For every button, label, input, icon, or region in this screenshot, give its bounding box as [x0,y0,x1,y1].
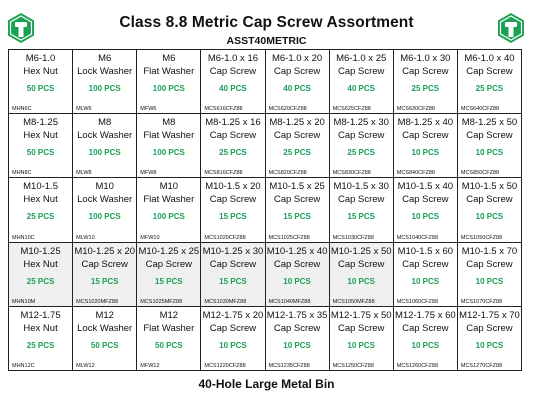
bin-type: Cap Screw [273,322,321,334]
bin-cell [73,114,137,178]
bin-quantity: 10 PCS [475,212,504,222]
bin-part-number: MHN10M [12,298,36,305]
bin-cell [9,178,73,242]
bin-cell [73,50,137,114]
bin-type: Cap Screw [402,66,449,77]
bin-cell [73,307,137,371]
bin-cell [137,243,201,307]
bin-size: M10 [159,181,179,193]
bin-part-number: MCS1020MFZ88 [76,298,119,305]
bin-size: M12 [159,309,179,321]
bin-type: Cap Screw [402,322,449,334]
bin-size: M10-1.5 x 30 [333,181,389,193]
bin-size: M8-1.25 x 16 [205,117,261,129]
bin-type: Hex Nut [23,258,58,270]
bin-part-number: MCS1020CFZ88 [204,234,246,241]
bin-type: Hex Nut [23,66,58,77]
bin-cell [330,243,394,307]
bin-size: M6 [162,53,176,64]
bin-cell [330,114,394,178]
bin-type: Lock Washer [77,130,133,142]
bin-size: M8-1.25 x 20 [269,117,325,129]
bin-type: Cap Screw [81,258,128,270]
bin-size: M10-1.5 x 20 [205,181,261,193]
bin-part-number: MCS1260CFZ88 [396,362,439,369]
bin-part-number: MCS1220CFZ88 [204,362,246,369]
bin-cell [9,50,73,114]
bin-type: Cap Screw [337,322,385,334]
bin-quantity: 15 PCS [90,276,119,286]
bin-type: Cap Screw [466,194,513,206]
bin-type: Cap Screw [402,258,449,270]
bin-cell [266,114,330,178]
bin-size: M12-1.75 x 35 [266,309,328,321]
bin-type: Cap Screw [273,258,321,270]
bin-type: Lock Washer [77,66,133,77]
bin-size: M12-1.75 x 70 [459,309,520,321]
bin-cell [266,178,330,242]
bin-size: M10-1.5 x 50 [461,181,518,193]
bin-size: M10-1.5 x 60 [397,245,454,257]
bin-part-number: MCS640CFZ88 [460,106,500,113]
bin-cell [266,307,330,371]
bin-part-number: MCS625CFZ88 [332,106,371,113]
bin-size: M6-1.0 x 40 [464,53,515,64]
bin-quantity: 10 PCS [475,148,504,158]
bin-part-number: MLW8 [76,170,92,177]
bin-part-number: MHN12C [12,362,35,369]
bin-quantity: 10 PCS [283,276,311,286]
bin-cell [394,50,458,114]
bin-part-number: MCS830CFZ88 [332,170,371,177]
bin-quantity: 50 PCS [26,148,55,158]
bin-type: Cap Screw [209,194,257,206]
bin-type: Cap Screw [402,130,449,142]
bin-cell [330,307,394,371]
bin-type: Cap Screw [209,322,257,334]
bin-part-number: MCS630CFZ88 [396,106,435,113]
bin-cell [9,307,73,371]
bin-cell [137,307,201,371]
bin-quantity: 50 PCS [26,84,55,93]
bin-quantity: 10 PCS [347,340,375,350]
bin-type: Flat Washer [143,194,195,206]
bin-quantity: 10 PCS [475,340,504,350]
bin-size: M10-1.25 [20,245,61,257]
bin-type: Cap Screw [337,258,385,270]
bin-type: Cap Screw [337,66,385,77]
bin-part-number: MCS1270CFZ88 [460,362,503,369]
bin-quantity: 100 PCS [88,212,121,222]
bin-part-number: MCS616CFZ88 [204,106,243,113]
bin-part-number: MCS1025MFZ88 [140,298,183,305]
bin-quantity: 50 PCS [155,340,183,350]
bin-size: M6-1.0 x 30 [400,53,451,64]
bin-part-number: MCS1060CFZ88 [396,298,439,305]
bin-cell [458,114,522,178]
page-subtitle: ASST40METRIC [226,35,307,47]
bin-cell [330,178,394,242]
bin-type: Cap Screw [273,66,321,77]
bin-quantity: 25 PCS [347,148,375,158]
bin-size: M8-1.25 x 30 [333,117,389,129]
bin-type: Hex Nut [23,322,58,334]
bin-size: M12 [95,309,114,321]
bin-cell [330,50,394,114]
bin-size: M12-1.75 x 50 [330,309,392,321]
bin-part-number: MCS1030CFZ88 [332,234,374,241]
bin-quantity: 100 PCS [152,212,185,222]
bin-cell [458,243,522,307]
bin-part-number: MCS1025CFZ88 [268,234,310,241]
bin-quantity: 100 PCS [88,84,121,93]
bin-quantity: 10 PCS [411,212,440,222]
bin-size: M10-1.5 x 25 [269,181,325,193]
bin-size: M10 [95,181,114,193]
bin-part-number: MLW6 [76,106,92,113]
bin-quantity: 10 PCS [347,276,375,286]
bin-part-number: MCS1070CFZ88 [460,298,503,305]
bin-size: M12-1.75 x 60 [394,309,456,321]
bin-quantity: 25 PCS [26,340,55,350]
bin-type: Cap Screw [209,258,257,270]
bin-size: M8 [162,117,176,129]
bin-type: Hex Nut [23,130,58,142]
bin-quantity: 25 PCS [283,148,311,158]
bin-quantity: 15 PCS [219,276,247,286]
bin-cell [201,50,265,114]
bin-cell [394,114,458,178]
bin-size: M6-1.0 x 16 [207,53,259,64]
bin-size: M8-1.25 [23,117,58,129]
bin-quantity: 25 PCS [475,84,504,93]
bin-type: Lock Washer [77,194,133,206]
bin-quantity: 10 PCS [411,340,440,350]
bin-size: M6-1.0 x 25 [336,53,387,64]
bin-size: M6 [98,53,112,64]
bin-part-number: MCS1235CFZ88 [268,362,310,369]
bin-quantity: 25 PCS [26,212,55,222]
bin-size: M6-1.0 [25,53,56,64]
bin-type: Cap Screw [337,130,385,142]
bin-size: M10-1.25 x 40 [266,245,328,257]
bin-size: M10-1.25 x 20 [74,245,136,257]
bin-type: Flat Washer [143,66,195,77]
bin-quantity: 40 PCS [283,84,311,93]
bin-cell [9,114,73,178]
bin-size: M8-1.25 x 50 [461,117,518,129]
bin-part-number: MCS1250CFZ88 [332,362,374,369]
bin-cell [73,243,137,307]
bin-quantity: 100 PCS [152,84,185,93]
bin-quantity: 25 PCS [219,148,247,158]
bin-type: Cap Screw [466,258,513,270]
bin-cell [201,307,265,371]
bin-part-number: MCS1050CFZ88 [460,234,503,241]
bin-cell [137,50,201,114]
bin-part-number: MCS850CFZ88 [460,170,500,177]
bin-size: M10-1.25 x 50 [330,245,392,257]
bin-type: Cap Screw [466,130,513,142]
bin-part-number: MCS1040CFZ88 [396,234,439,241]
bin-cell [394,307,458,371]
bin-part-number: MLW12 [76,362,95,369]
bin-quantity: 10 PCS [283,340,311,350]
bin-cell [73,178,137,242]
bin-quantity: 15 PCS [219,212,247,222]
bin-cell [201,114,265,178]
bin-part-number: MHN10C [12,234,35,241]
bin-part-number: MCS840CFZ88 [396,170,435,177]
footer-caption: 40-Hole Large Metal Bin [198,377,335,391]
bin-quantity: 10 PCS [219,340,247,350]
bin-cell [394,243,458,307]
bin-type: Hex Nut [23,194,58,206]
bin-type: Cap Screw [402,194,449,206]
bin-quantity: 25 PCS [411,84,440,93]
bin-type: Cap Screw [466,66,513,77]
bin-size: M12-1.75 x 20 [202,309,264,321]
bin-size: M10-1.25 x 30 [202,245,264,257]
bin-size: M12-1.75 [20,309,61,321]
bin-part-number: MFW10 [140,234,160,241]
bin-type: Flat Washer [143,130,195,142]
bin-cell [266,243,330,307]
bin-quantity: 15 PCS [347,212,375,222]
bin-size: M10-1.5 x 70 [461,245,518,257]
bin-quantity: 40 PCS [219,84,247,93]
assortment-grid [8,49,522,371]
bin-cell [137,178,201,242]
bin-cell [266,50,330,114]
bin-type: Flat Washer [143,322,195,334]
bin-type: Cap Screw [273,130,321,142]
bin-part-number: MLW10 [76,234,95,241]
bin-type: Lock Washer [77,322,133,334]
bin-quantity: 50 PCS [90,340,119,350]
bin-size: M10-1.5 [23,181,58,193]
bin-part-number: MFW8 [140,170,157,177]
bin-cell [201,243,265,307]
bin-type: Cap Screw [209,130,257,142]
bin-quantity: 10 PCS [475,276,504,286]
bin-type: Cap Screw [145,258,193,270]
bin-size: M8-1.25 x 40 [397,117,454,129]
bin-quantity: 10 PCS [411,276,440,286]
bin-part-number: MCS816CFZ88 [204,170,243,177]
bin-type: Cap Screw [209,66,257,77]
bin-type: Cap Screw [273,194,321,206]
bin-part-number: MHN6C [12,106,32,113]
bin-cell [201,178,265,242]
bin-size: M10-1.25 x 25 [138,245,200,257]
bin-size: M10-1.5 x 40 [397,181,454,193]
bin-cell [458,307,522,371]
bin-quantity: 40 PCS [347,84,375,93]
bin-part-number: MFW6 [140,106,157,113]
bin-size: M8 [98,117,112,129]
bin-part-number: MCS820CFZ88 [268,170,307,177]
bin-quantity: 15 PCS [283,212,311,222]
bin-part-number: MCS1050MFZ88 [332,298,375,305]
bin-cell [137,114,201,178]
bin-quantity: 15 PCS [155,276,183,286]
bin-part-number: MFW12 [140,362,160,369]
bin-quantity: 100 PCS [88,148,121,158]
bin-part-number: MHN8C [12,170,32,177]
bin-part-number: MCS1040MFZ88 [268,298,311,305]
page-title: Class 8.8 Metric Cap Screw Assortment [119,14,414,31]
bin-type: Cap Screw [337,194,385,206]
bin-cell [9,243,73,307]
bin-cell [458,50,522,114]
bin-quantity: 100 PCS [152,148,185,158]
bin-cell [458,178,522,242]
bin-type: Cap Screw [466,322,513,334]
bin-cell [394,178,458,242]
bin-part-number: MCS1030MFZ88 [204,298,247,305]
bin-quantity: 25 PCS [26,276,55,286]
bin-size: M6-1.0 x 20 [271,53,323,64]
bin-part-number: MCS620CFZ88 [268,106,307,113]
bin-quantity: 10 PCS [411,148,440,158]
